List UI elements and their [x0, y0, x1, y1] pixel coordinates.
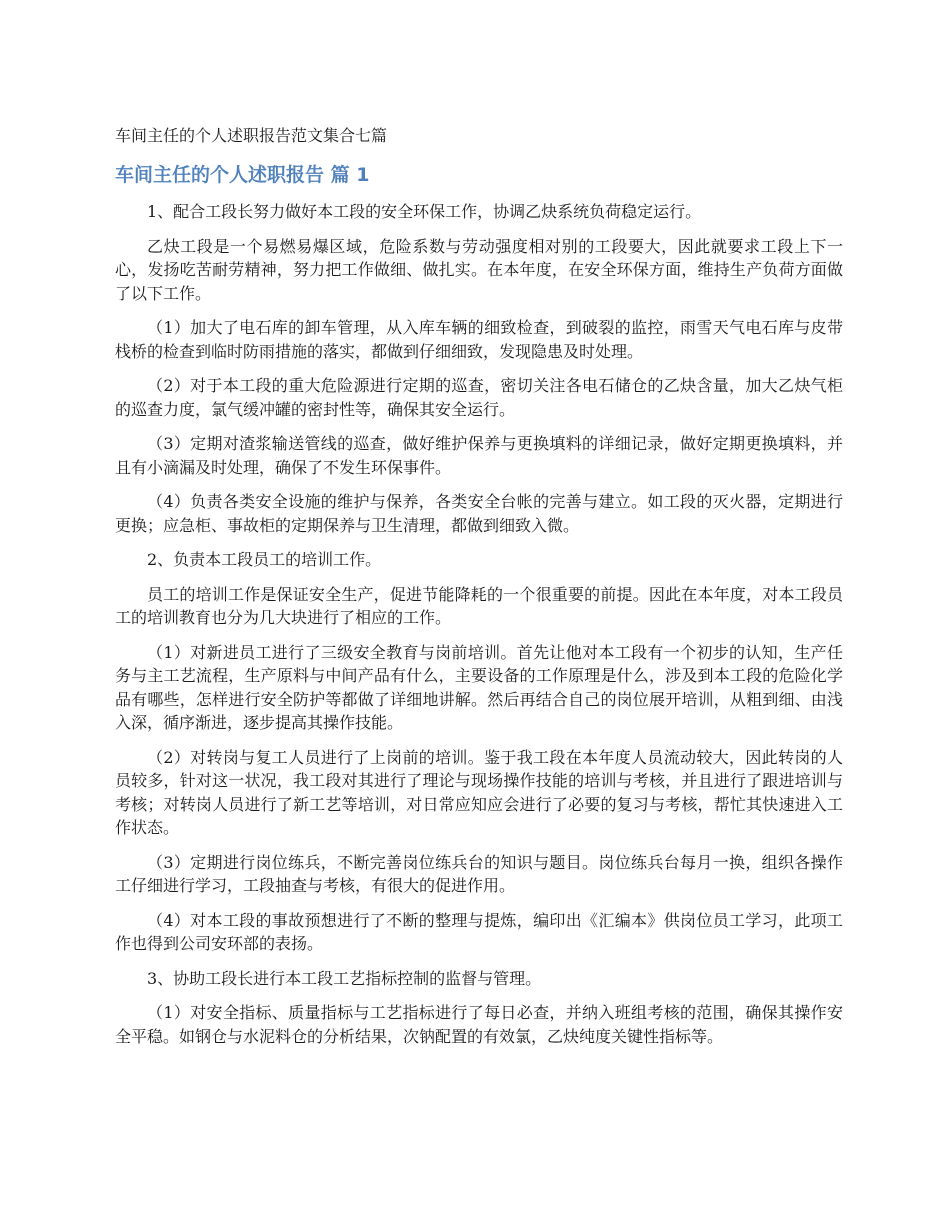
paragraph: （1）对新进员工进行了三级安全教育与岗前培训。首先让他对本工段有一个初步的认知，生产任务与主工艺流程，生产原料与中间产品有什么，主要设备的工作原理是什么，涉及到本工段的危险化学品有哪些，怎样进行安全防护等都做了详细地讲解。然后再结合自己的岗位展开培训，从粗到细、由浅入深，循序渐进，逐步提高其操作技能。 [115, 642, 843, 732]
paragraph: 1、配合工段长努力做好本工段的安全环保工作，协调乙炔系统负荷稳定运行。 [147, 202, 702, 221]
paragraph: （3）定期对渣浆输送管线的巡查，做好维护保养与更换填料的详细记录，做好定期更换填料，并且有小滴漏及时处理，确保了不发生环保事件。 [115, 434, 843, 477]
paragraph: 乙炔工段是一个易燃易爆区域，危险系数与劳动强度相对别的工段要大，因此就要求工段上下一心，发扬吃苦耐劳精神，努力把工作做细、做扎实。在本年度，在安全环保方面，维持生产负荷方面做了以下工作。 [115, 236, 843, 303]
paragraph: （2）对于本工段的重大危险源进行定期的巡查，密切关注各电石储仓的乙炔含量，加大乙炔气柜的巡查力度，氯气缓冲罐的密封性等，确保其安全运行。 [115, 376, 843, 419]
paragraph: （4）负责各类安全设施的维护与保养，各类安全台帐的完善与建立。如工段的灭火器，定期进行更换；应急柜、事故柜的定期保养与卫生清理，都做到细致入微。 [115, 492, 843, 535]
paragraph: （2）对转岗与复工人员进行了上岗前的培训。鉴于我工段在本年度人员流动较大，因此转岗的人员较多，针对这一状况，我工段对其进行了理论与现场操作技能的培训与考核，并且进行了跟进培训与考核；对转岗人员进行了新工艺等培训，对日常应知应会进行了必要的复习与考核，帮忙其快速进入工作状态。 [115, 747, 843, 837]
section-heading: 车间主任的个人述职报告 篇 1 [115, 164, 370, 186]
document-title: 车间主任的个人述职报告范文集合七篇 [115, 126, 388, 145]
paragraph: （4）对本工段的事故预想进行了不断的整理与提炼，编印出《汇编本》供岗位员工学习，此项工作也得到公司安环部的表扬。 [115, 910, 843, 953]
paragraph: 3、协助工段长进行本工段工艺指标控制的监督与管理。 [147, 968, 542, 988]
paragraph: 员工的培训工作是保证安全生产，促进节能降耗的一个很重要的前提。因此在本年度，对本工段员工的培训教育也分为几大块进行了相应的工作。 [115, 584, 843, 627]
paragraph: （1）加大了电石库的卸车管理，从入库车辆的细致检查，到破裂的监控，雨雪天气电石库与皮带栈桥的检查到临时防雨措施的落实，都做到仔细细致，发现隐患及时处理。 [115, 318, 843, 361]
paragraph: 2、负责本工段员工的培训工作。 [147, 550, 382, 569]
paragraph: （3）定期进行岗位练兵，不断完善岗位练兵台的知识与题目。岗位练兵台每月一换，组织各操作工仔细进行学习，工段抽查与考核，有很大的促进作用。 [115, 852, 843, 895]
document-page [115, 124, 843, 1059]
paragraph: （1）对安全指标、质量指标与工艺指标进行了每日必查，并纳入班组考核的范围，确保其操作安全平稳。如钢仓与水泥料仓的分析结果，次钠配置的有效氯，乙炔纯度关键性指标等。 [115, 1003, 843, 1046]
